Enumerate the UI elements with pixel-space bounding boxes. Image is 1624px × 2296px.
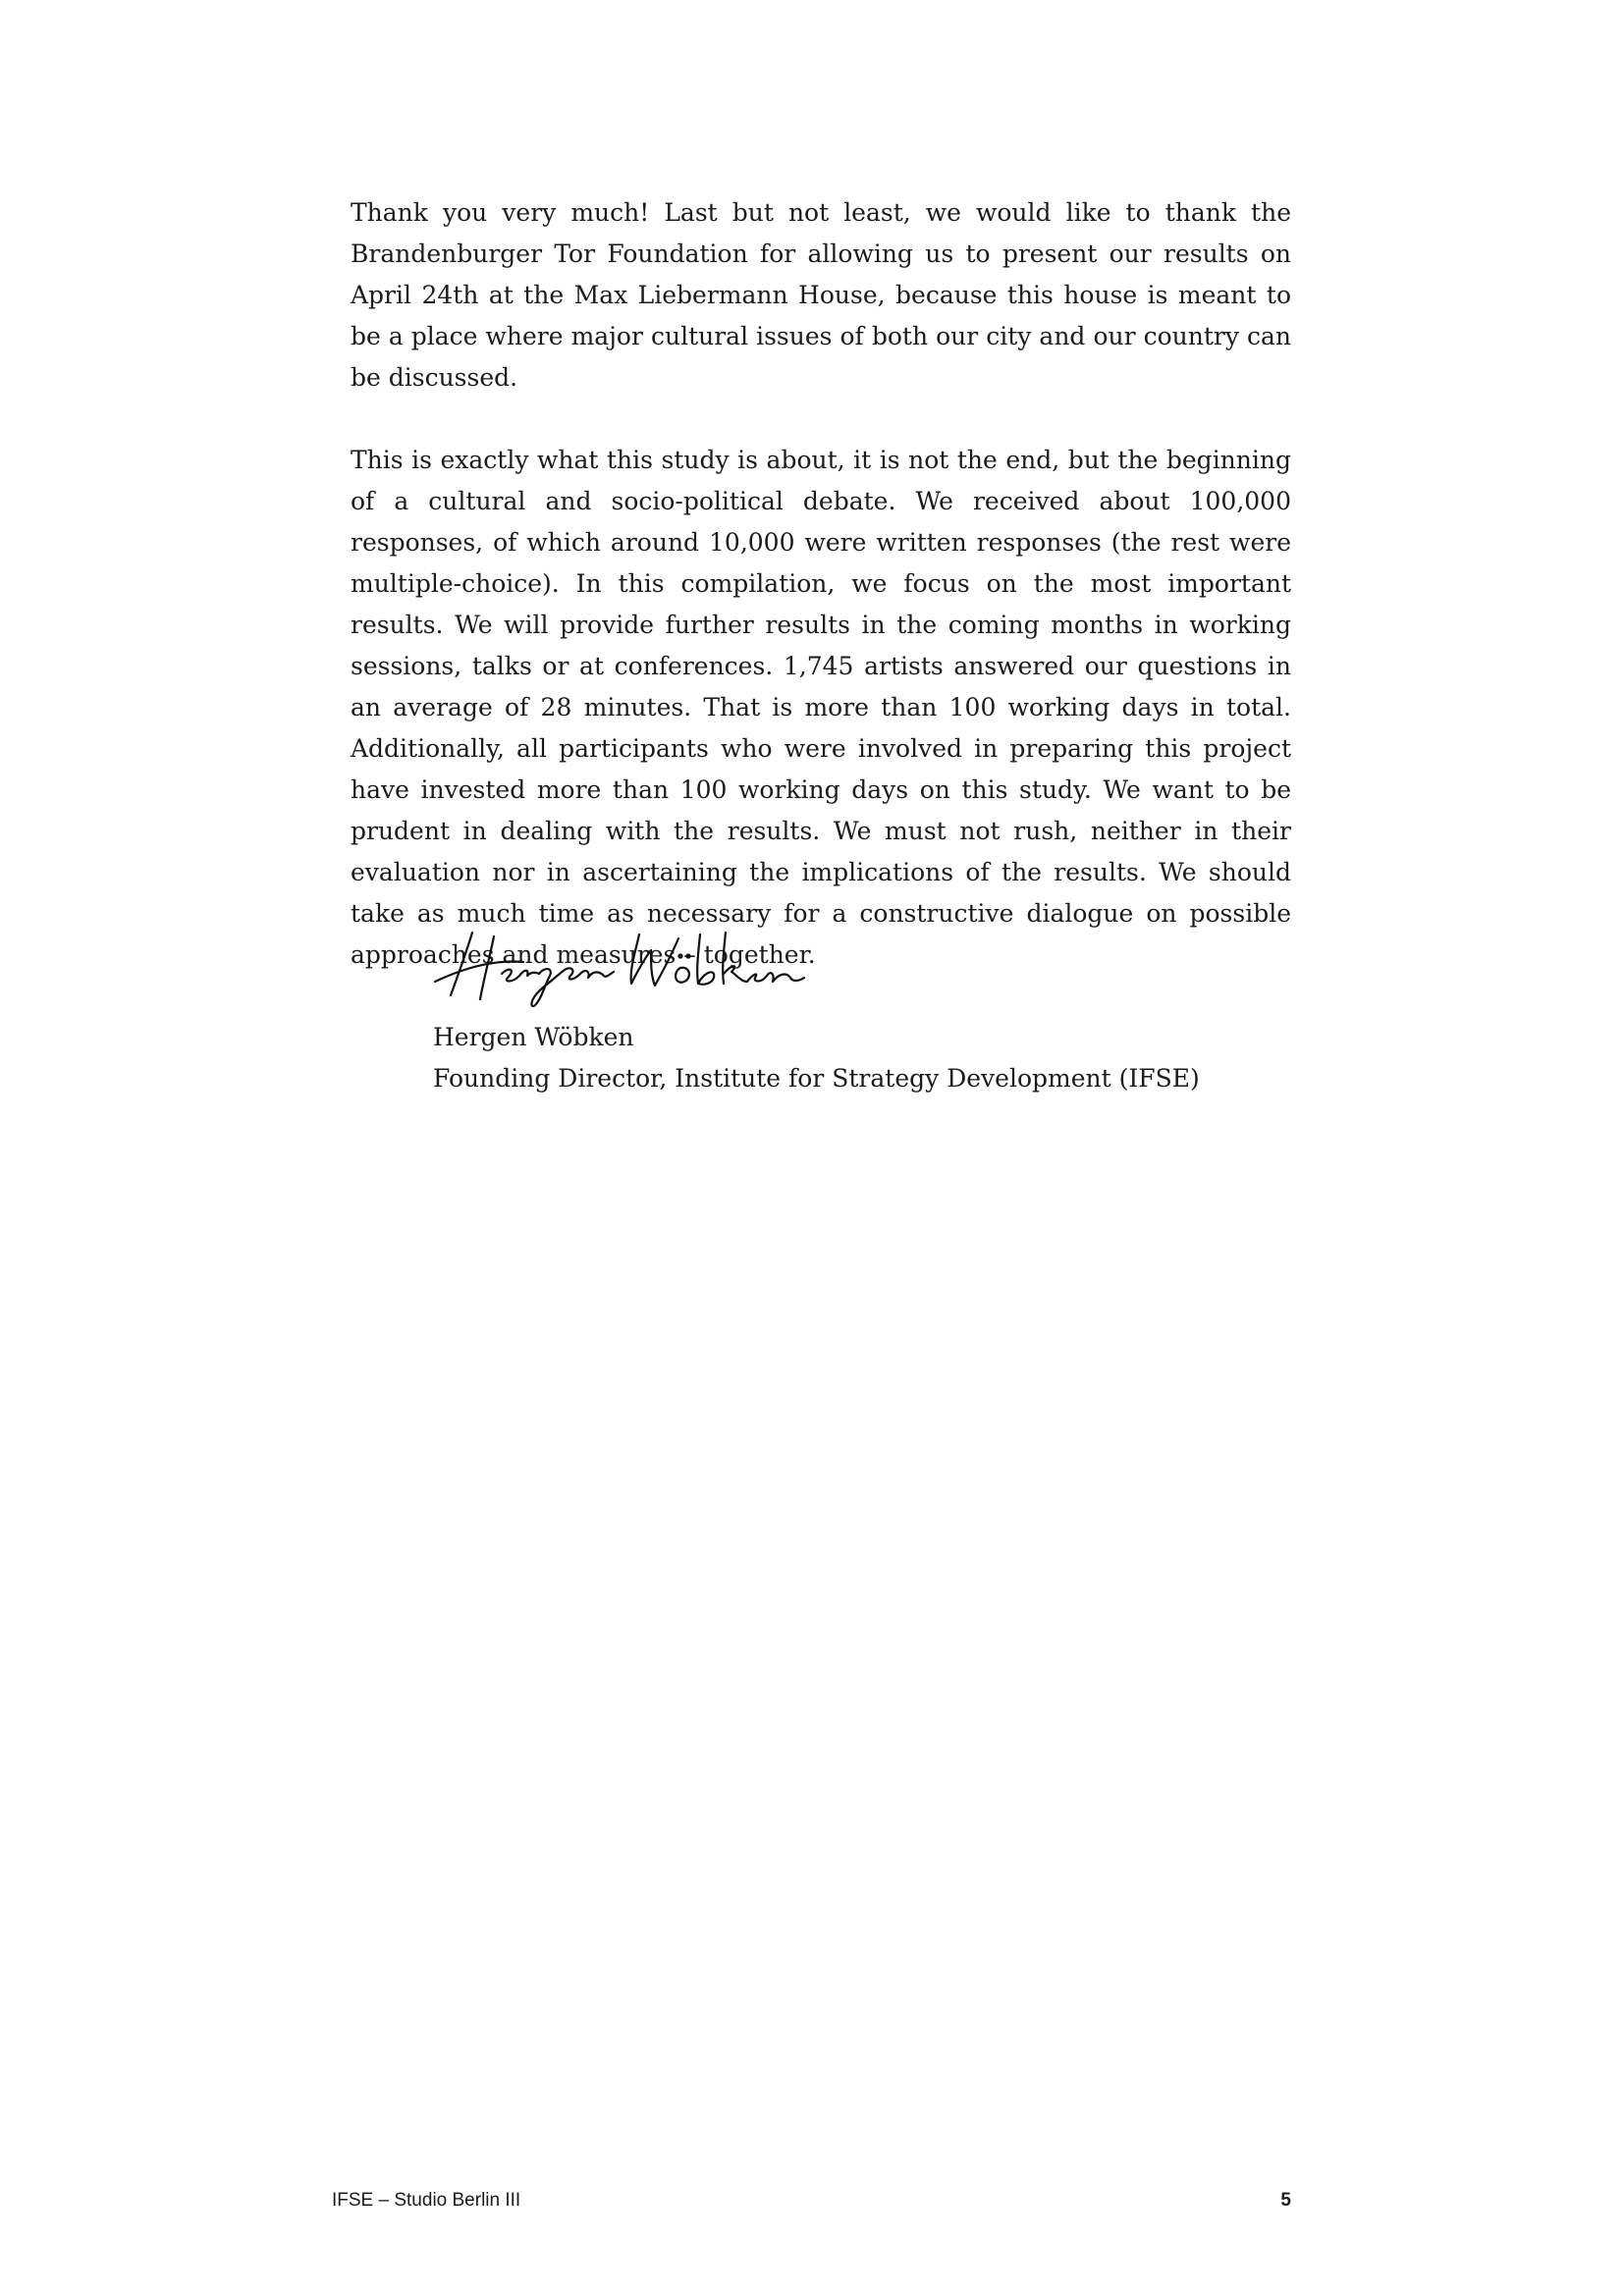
signer-title: Founding Director, Institute for Strategy Development (IFSE) [433, 1064, 1200, 1093]
signature-block [433, 913, 1218, 1099]
signer-name: Hergen Wöbken [433, 1023, 634, 1051]
signer-details [433, 1017, 1218, 1099]
paragraph-study-summary: This is exactly what this study is about, it is not the end, but the beginning of a cultural and socio-political debate. We received about 100,000 responses, of which around 10,000 were written responses (the rest were multiple-choice). In this compilation, we focus on the most important results. We will provide further results in the coming months in working sessions, talks or at conferences. 1,745 artists answered our questions in an average of 28 minutes. That is more than 100 working days in total. Additionally, all participants who were involved in preparing this project have invested more than 100 working days on this study. We want to be prudent in dealing with the results. We must not rush, neither in their evaluation nor in ascertaining the implications of the results. We should take as much time as necessary for a constructive dialogue on possible approaches and measures – together. [351, 446, 1291, 969]
letter-body [351, 192, 1291, 976]
paragraph-acknowledgement: Thank you very much! Last but not least, we would like to thank the Brandenburger Tor Foundation for allowing us to present our results on April 24th at the Max Liebermann House, because this house is meant to be a place where major cultural issues of both our city and our country can be discussed. [351, 198, 1291, 392]
footer-publication: IFSE – Studio Berlin III [332, 2190, 521, 2211]
page-footer [332, 2190, 1291, 2212]
page-number: 5 [1280, 2190, 1291, 2211]
handwritten-signature [433, 913, 806, 1011]
